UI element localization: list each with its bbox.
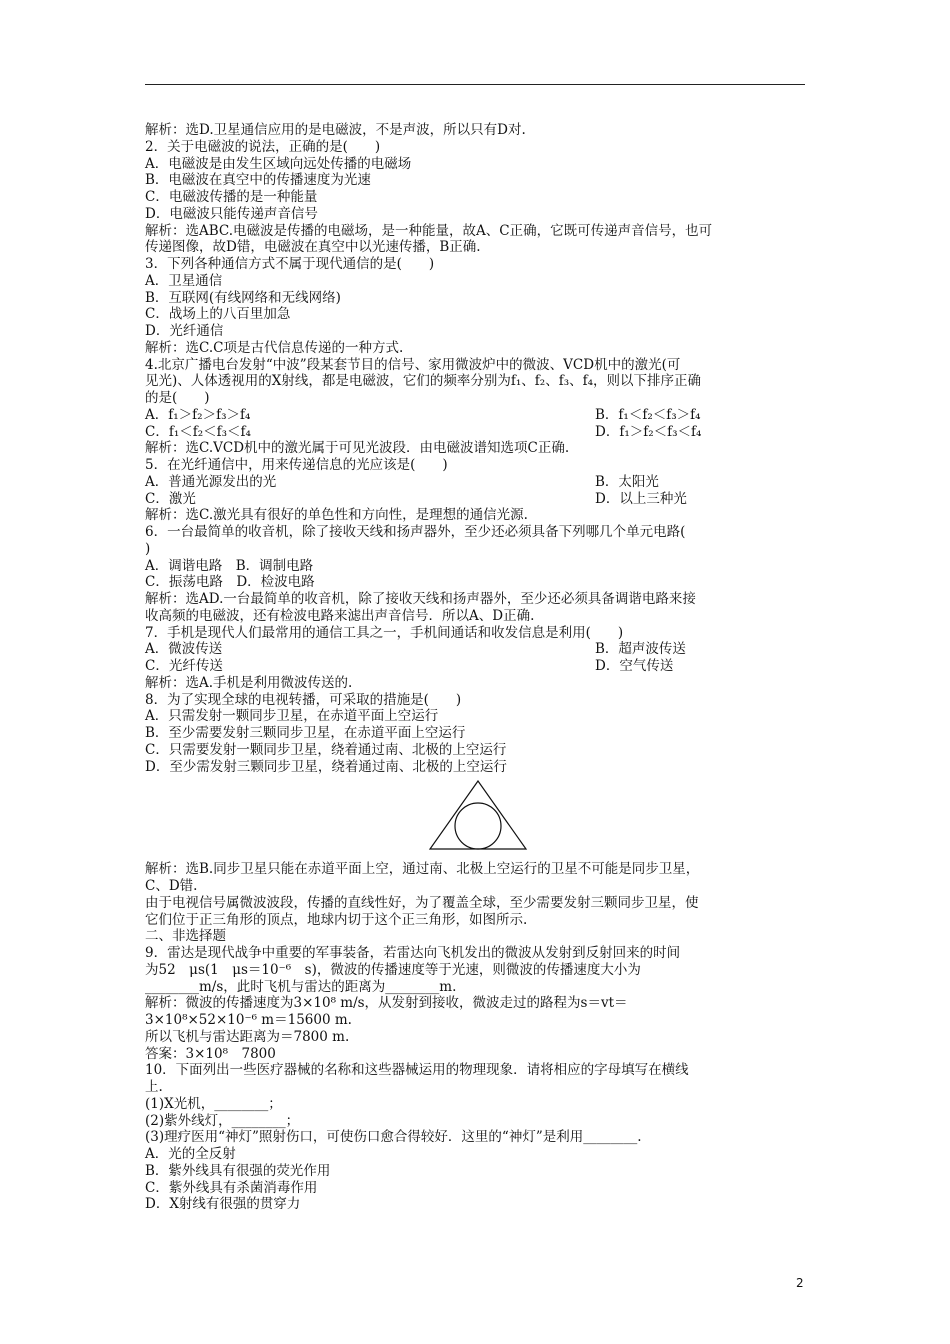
- text-line: [145, 273, 815, 290]
- text-line: [145, 1096, 815, 1113]
- text-line: [145, 524, 815, 541]
- text-line: [145, 424, 815, 441]
- text-line: [145, 340, 815, 357]
- line-option-right: B．太阳光: [595, 473, 659, 490]
- line-text: C．只需要发射一颗同步卫星，绕着通过南、北极的上空运行: [145, 741, 507, 758]
- text-line: [145, 945, 815, 962]
- line-text: 解析：选D.卫星通信应用的是电磁波，不是声波，所以只有D对.: [145, 122, 526, 138]
- text-line: [145, 708, 815, 725]
- text-line: [145, 558, 815, 575]
- line-text: B．至少需要发射三颗同步卫星，在赤道平面上空运行: [145, 725, 466, 741]
- line-text: A．微波传送: [145, 641, 223, 658]
- text-line: [145, 1046, 815, 1063]
- text-line: [145, 591, 815, 608]
- text-line: [145, 1079, 815, 1096]
- line-option-right: D．空气传送: [595, 658, 674, 674]
- line-text: 解析：选C.C项是古代信息传递的一种方式.: [145, 339, 404, 356]
- text-line: [145, 962, 815, 979]
- line-text: C、D错.: [145, 878, 198, 894]
- line-text: 6．一台最简单的收音机，除了接收天线和扬声器外，至少还必须具备下列哪几个单元电路(: [145, 524, 686, 540]
- line-text: 解析：选ABC.电磁波是传播的电磁场，是一种能量，故A、C正确，它既可传递声音信号，也可: [145, 222, 713, 239]
- line-text: C．激光: [145, 490, 196, 507]
- text-line: [145, 1113, 815, 1130]
- text-line: [145, 156, 815, 173]
- text-line: [145, 995, 815, 1012]
- line-text: A．光的全反射: [145, 1146, 236, 1162]
- text-line: [145, 474, 815, 491]
- line-text: D．电磁波只能传递声音信号: [145, 205, 318, 222]
- line-text: 2．关于电磁波的说法，正确的是( ): [145, 138, 381, 155]
- text-line: [145, 206, 815, 223]
- text-line: [145, 323, 815, 340]
- text-line: [145, 440, 815, 457]
- line-text: 答案：3×10⁸ 7800: [145, 1045, 276, 1062]
- text-line: [145, 290, 815, 307]
- text-line: [145, 878, 815, 895]
- text-line: [145, 912, 815, 929]
- line-text: 的是( ): [145, 390, 210, 406]
- line-text: (3)理疗医用“神灯”照射伤口，可使伤口愈合得较好．这里的“神灯”是利用________.: [145, 1129, 642, 1146]
- line-text: A．普通光源发出的光: [145, 473, 277, 490]
- line-text: ________m/s，此时飞机与雷达的距离为________m.: [145, 978, 457, 995]
- line-text: (1)X光机，________；: [145, 1095, 282, 1112]
- text-line: [145, 1180, 815, 1197]
- line-text: 9．雷达是现代战争中重要的军事装备，若雷达向飞机发出的微波从发射到反射回来的时间: [145, 945, 681, 961]
- line-text: 所以飞机与雷达距离为＝7800 m.: [145, 1028, 350, 1045]
- text-line: [145, 1196, 815, 1213]
- line-text: C．紫外线具有杀菌消毒作用: [145, 1179, 318, 1196]
- text-line: [145, 239, 815, 256]
- text-line: [145, 491, 815, 508]
- line-text: A．电磁波是由发生区域向远处传播的电磁场: [145, 155, 412, 172]
- line-text: A．调谐电路 B．调制电路: [145, 557, 314, 574]
- header-rule: [145, 84, 805, 85]
- line-option-right: B．超声波传送: [595, 641, 686, 658]
- text-line: [145, 390, 815, 407]
- line-text: C．f₁＜f₂＜f₃＜f₄: [145, 423, 251, 440]
- text-line: [145, 139, 815, 156]
- text-line: [145, 306, 815, 323]
- text-line: [145, 692, 815, 709]
- line-text: A．f₁＞f₂＞f₃＞f₄: [145, 406, 251, 423]
- text-line: [145, 895, 815, 912]
- line-text: 传递图像，故D错，电磁波在真空中以光速传播，B正确.: [145, 239, 481, 256]
- text-line: [145, 928, 815, 945]
- line-text: D．光纤通信: [145, 323, 224, 339]
- line-text: 解析：选C.VCD机中的激光属于可见光波段．由电磁波谱知选项C正确.: [145, 440, 570, 457]
- line-text: 7．手机是现代人们最常用的通信工具之一，手机间通话和收发信息是利用( ): [145, 624, 624, 641]
- line-text: C．电磁波传播的是一种能量: [145, 189, 318, 205]
- line-text: 见光)、人体透视用的X射线，都是电磁波，它们的频率分别为f₁、f₂、f₃、f₄，则以下排序正确: [145, 373, 702, 390]
- line-text: (2)紫外线灯，________；: [145, 1112, 300, 1129]
- line-text: 10．下面列出一些医疗器械的名称和这些器械运用的物理现象．请将相应的字母填写在横线: [145, 1062, 689, 1079]
- line-text: D．至少需发射三颗同步卫星，绕着通过南、北极的上空运行: [145, 758, 507, 775]
- text-line: [145, 658, 815, 675]
- text-line: [145, 189, 815, 206]
- text-line: [145, 625, 815, 642]
- line-text: B．互联网(有线网络和无线网络): [145, 289, 341, 306]
- line-text: 8．为了实现全球的电视转播，可采取的措施是( ): [145, 691, 462, 708]
- line-text: B．电磁波在真空中的传播速度为光速: [145, 172, 371, 189]
- line-text: C．战场上的八百里加急: [145, 306, 291, 323]
- text-line: [145, 574, 815, 591]
- text-line: [145, 457, 815, 474]
- line-text: 由于电视信号属微波波段，传播的直线性好，为了覆盖全球，至少需要发射三颗同步卫星，使: [145, 894, 699, 911]
- text-line: [145, 256, 815, 273]
- text-line: [145, 641, 815, 658]
- text-line: [145, 357, 815, 374]
- triangle-circle-figure: [428, 780, 528, 850]
- line-text: 解析：选A.手机是利用微波传送的.: [145, 674, 353, 691]
- text-line: [145, 1129, 815, 1146]
- line-text: 3．下列各种通信方式不属于现代通信的是( ): [145, 256, 435, 272]
- text-line: [145, 1012, 815, 1029]
- line-text: D．X射线有很强的贯穿力: [145, 1196, 301, 1213]
- line-option-right: D．以上三种光: [595, 490, 687, 507]
- line-text: 上.: [145, 1079, 163, 1095]
- text-line: [145, 507, 815, 524]
- text-line: [145, 608, 815, 625]
- text-line: [145, 1062, 815, 1079]
- line-option-right: B．f₁＜f₂＜f₃＞f₄: [595, 406, 701, 423]
- text-line: [145, 725, 815, 742]
- text-line: [145, 979, 815, 996]
- line-text: 5．在光纤通信中，用来传递信息的光应该是( ): [145, 457, 448, 473]
- line-text: 它们位于正三角形的顶点，地球内切于这个正三角形，如图所示.: [145, 911, 528, 928]
- line-text: 4.北京广播电台发射“中波”段某套节目的信号、家用微波炉中的微波、VCD机中的激光(可: [145, 356, 681, 373]
- text-line: [145, 1163, 815, 1180]
- line-text: C．光纤传送: [145, 658, 223, 674]
- line-text: 解析：选C.激光具有很好的单色性和方向性，是理想的通信光源.: [145, 507, 528, 524]
- line-text: 收高频的电磁波，还有检波电路来滤出声音信号．所以A、D正确.: [145, 607, 535, 624]
- text-line: [145, 675, 815, 692]
- line-text: B．紫外线具有很强的荧光作用: [145, 1162, 331, 1179]
- text-line: [145, 1146, 815, 1163]
- text-line: [145, 759, 815, 776]
- text-line: [145, 373, 815, 390]
- line-text: A．卫星通信: [145, 272, 223, 289]
- text-line: [145, 122, 815, 139]
- line-text: 3×10⁸×52×10⁻⁶ m＝15600 m.: [145, 1012, 352, 1028]
- text-line: [145, 541, 815, 558]
- line-text: 二、非选择题: [145, 928, 226, 945]
- text-line: [145, 742, 815, 759]
- text-line: [145, 1029, 815, 1046]
- line-text: 为52 μs(1 μs＝10⁻⁶ s)，微波的传播速度等于光速，则微波的传播速度大小为: [145, 961, 641, 978]
- line-text: C．振荡电路 D．检波电路: [145, 574, 315, 591]
- line-text: ): [145, 540, 151, 557]
- line-text: 解析：微波的传播速度为3×10⁸ m/s，从发射到接收，微波走过的路程为s＝vt＝: [145, 995, 628, 1012]
- line-text: A．只需发射一颗同步卫星，在赤道平面上空运行: [145, 708, 439, 725]
- text-line: [145, 223, 815, 240]
- text-line: [145, 407, 815, 424]
- page-number: 2: [796, 1276, 804, 1290]
- text-line: [145, 172, 815, 189]
- line-text: 解析：选B.同步卫星只能在赤道平面上空，通过南、北极上空运行的卫星不可能是同步卫星，: [145, 861, 700, 878]
- line-text: 解析：选AD.一台最简单的收音机，除了接收天线和扬声器外，至少还必须具备调谐电路来接: [145, 591, 696, 607]
- text-line: [145, 861, 815, 878]
- line-option-right: D．f₁＞f₂＜f₃＜f₄: [595, 423, 702, 440]
